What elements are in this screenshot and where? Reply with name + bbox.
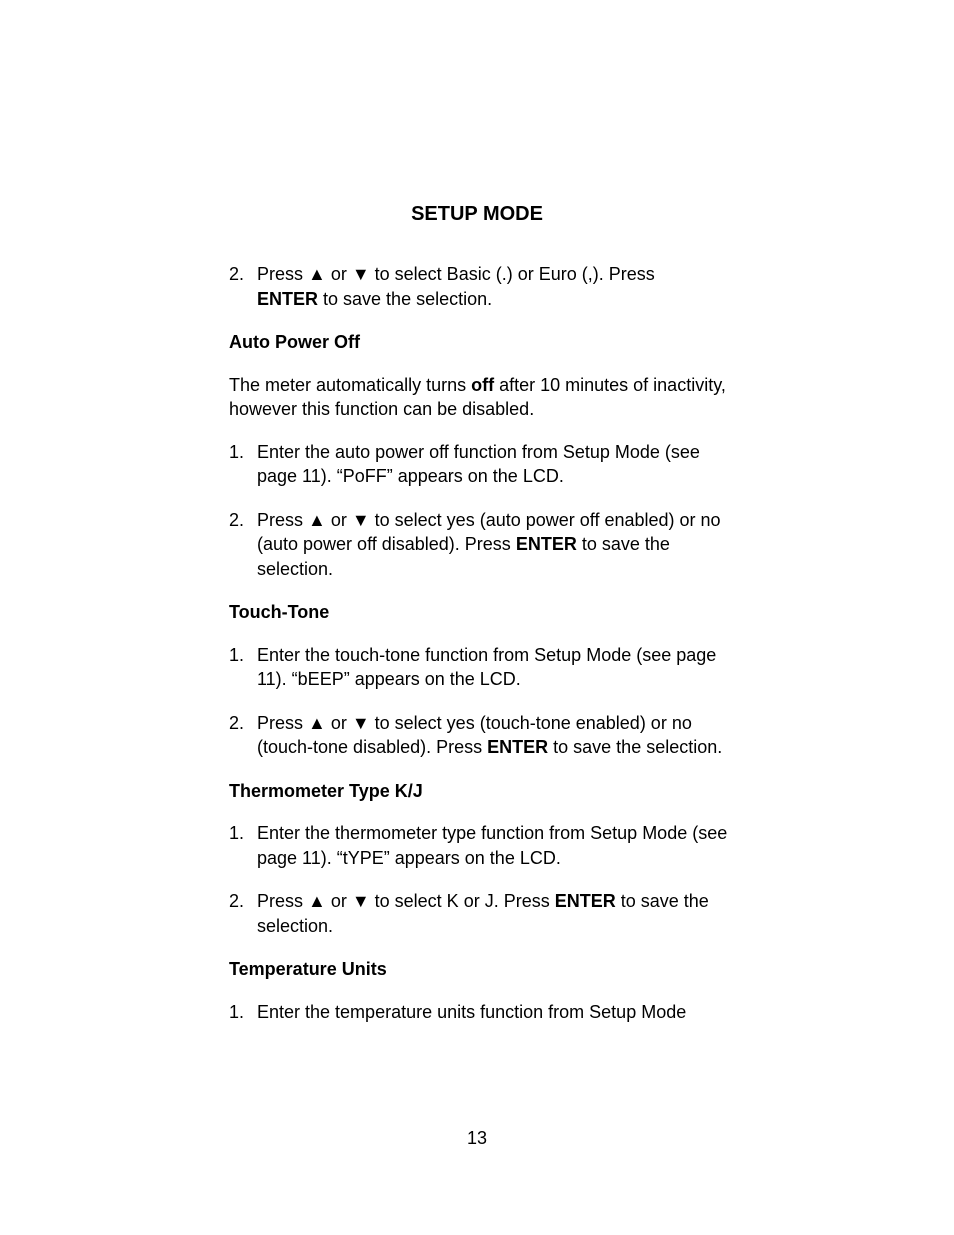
auto-power-off-step-1 bbox=[229, 440, 729, 489]
step-text: Press ▲ or ▼ to select K or J. Press bbox=[257, 891, 555, 911]
enter-key-label: ENTER bbox=[257, 288, 319, 309]
step-text: Press ▲ or ▼ to select Basic (.) or Euro (,). Press bbox=[257, 264, 655, 284]
auto-power-off-description bbox=[229, 373, 729, 422]
thermometer-type-step-1 bbox=[229, 821, 729, 870]
step-text-rest: to save the selection. bbox=[257, 534, 670, 579]
step-text: Press ▲ or ▼ to select yes (auto power off enabled) or no (auto power off disabled). Press bbox=[257, 509, 721, 554]
touch-tone-step-1 bbox=[229, 643, 729, 692]
step-text-rest: to save the selection. bbox=[548, 737, 723, 757]
decimal-step-2 bbox=[229, 262, 729, 311]
step-number: 2. bbox=[229, 891, 245, 911]
temperature-units-step-1 bbox=[229, 1000, 729, 1025]
section-heading-auto-power-off: Auto Power Off bbox=[229, 332, 360, 352]
enter-key-label: ENTER bbox=[487, 737, 549, 757]
touch-tone-step-2 bbox=[229, 711, 729, 760]
description-text-rest: after 10 minutes of inactivity, however this function can be disabled. bbox=[229, 374, 726, 419]
section-heading-thermometer-type: Thermometer Type K/J bbox=[229, 780, 423, 801]
description-bold: off bbox=[471, 374, 495, 395]
page-number: 13 bbox=[466, 1128, 488, 1148]
step-number: 2. bbox=[229, 509, 245, 530]
page-title: SETUP MODE bbox=[411, 203, 543, 225]
section-heading-temperature-units: Temperature Units bbox=[229, 959, 387, 979]
step-text: Press ▲ or ▼ to select yes (touch-tone enabled) or no (touch-tone disabled). Press bbox=[257, 712, 692, 757]
thermometer-type-step-2 bbox=[229, 889, 729, 938]
step-text: Enter the thermometer type function from Setup Mode (see page 11). “tYPE” appears on the LCD. bbox=[257, 823, 728, 868]
section-heading-touch-tone: Touch-Tone bbox=[229, 602, 330, 622]
step-text-rest: to save the selection. bbox=[318, 288, 493, 309]
step-number: 2. bbox=[229, 264, 245, 284]
step-text: Enter the touch-tone function from Setup Mode (see page 11). “bEEP” appears on the LCD. bbox=[257, 644, 717, 689]
step-number: 1. bbox=[229, 441, 245, 462]
description-text: The meter automatically turns bbox=[229, 374, 472, 395]
step-number: 2. bbox=[229, 712, 245, 733]
step-text: Enter the auto power off function from Setup Mode (see page 11). “PoFF” appears on the LCD. bbox=[257, 441, 700, 486]
step-number: 1. bbox=[229, 1001, 245, 1022]
step-text-rest: to save the selection. bbox=[257, 891, 709, 936]
step-text: Enter the temperature units function from Setup Mode bbox=[257, 1001, 687, 1022]
enter-key-label: ENTER bbox=[515, 534, 577, 554]
manual-content bbox=[229, 262, 729, 1043]
auto-power-off-step-2 bbox=[229, 508, 729, 582]
step-number: 1. bbox=[229, 644, 245, 665]
step-number: 1. bbox=[229, 823, 245, 843]
enter-key-label: ENTER bbox=[554, 891, 616, 911]
